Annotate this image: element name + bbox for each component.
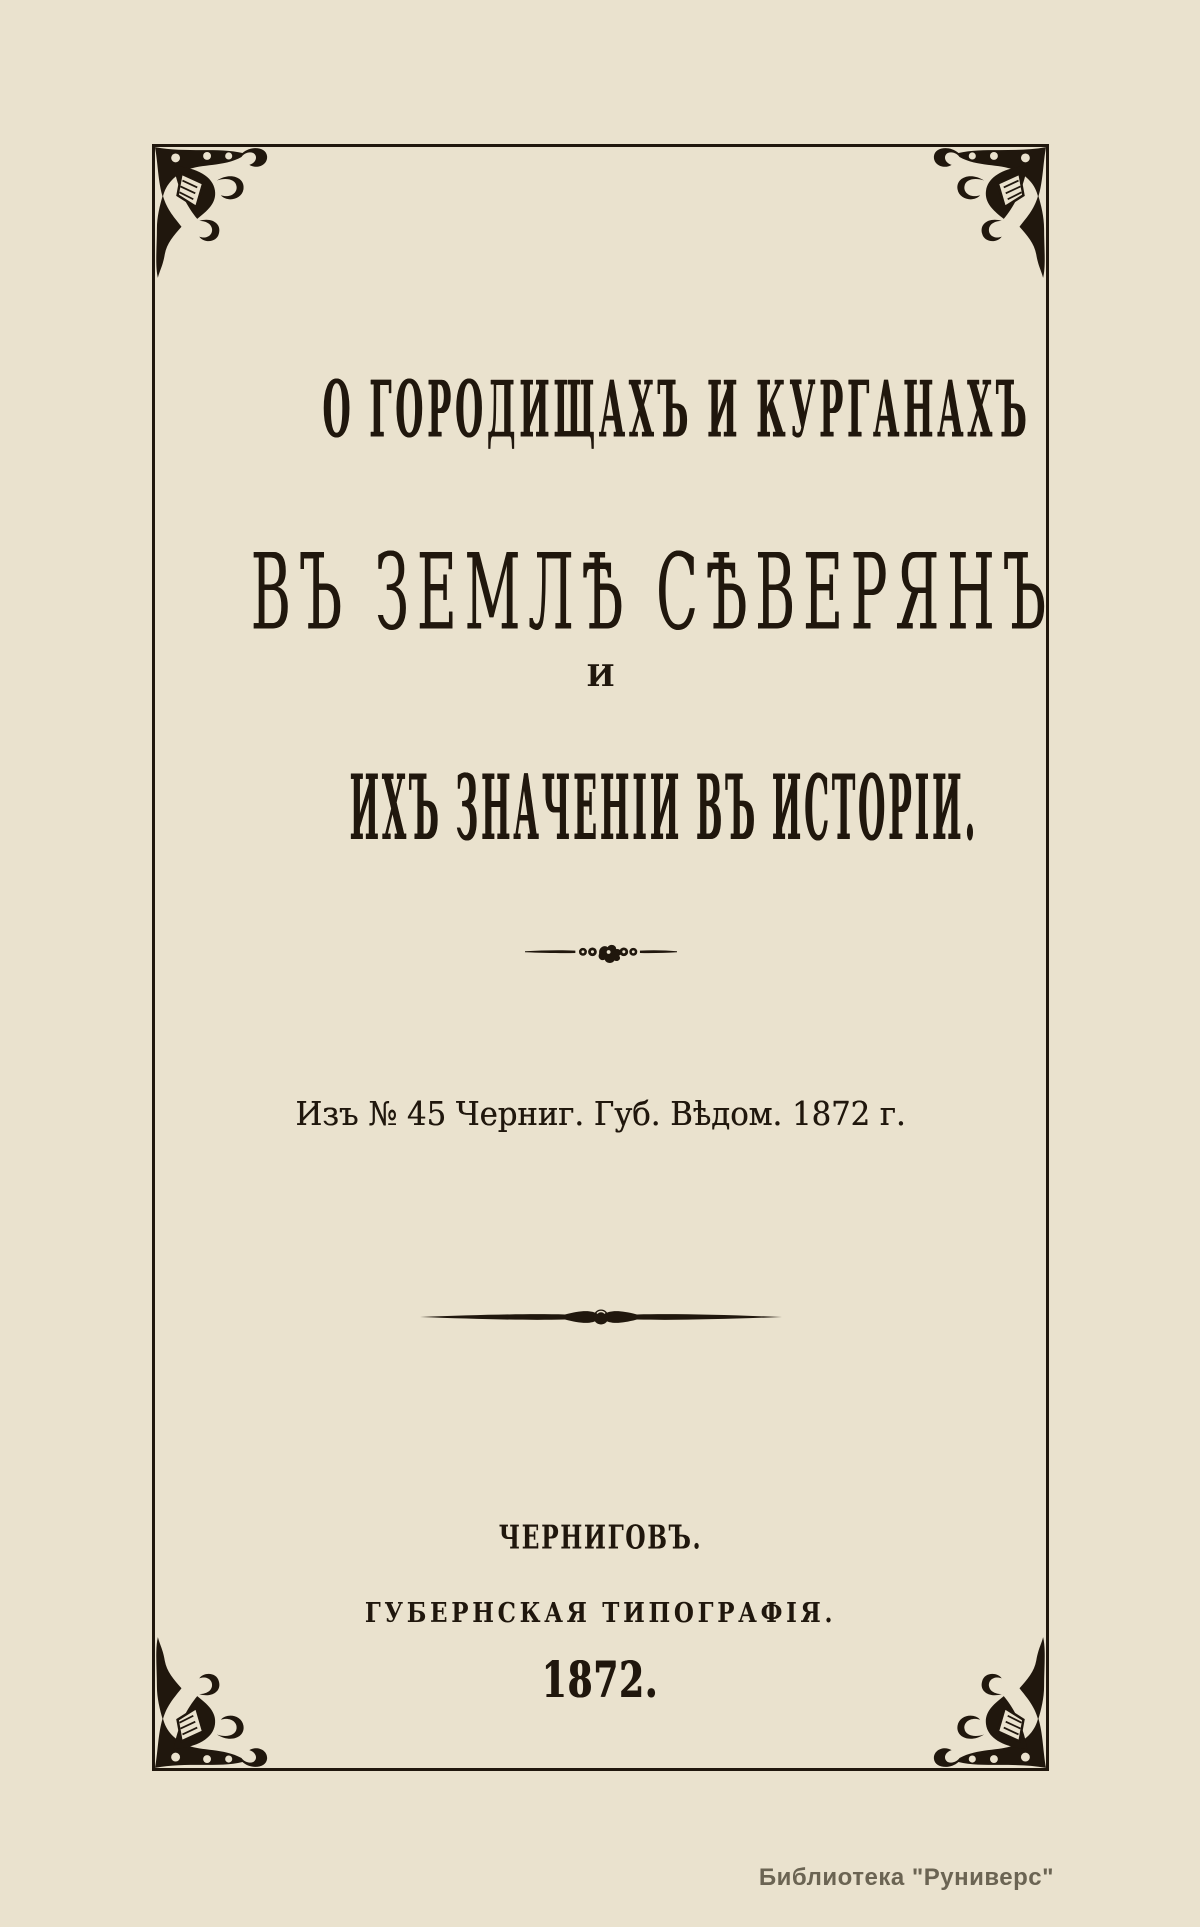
- small-ornament-divider-icon: [525, 941, 677, 963]
- spindle-rule-divider-icon: [420, 1306, 782, 1328]
- source-note: Изъ № 45 Черниг. Губ. Вѣдом. 1872 г.: [295, 1094, 906, 1133]
- imprint-publisher: ГУБЕРНСКАЯ ТИПОГРАФІЯ.: [364, 1596, 837, 1629]
- imprint-city: ЧЕРНИГОВЪ.: [498, 1518, 703, 1558]
- title-subtitle: ИХЪ ЗНАЧЕНІИ ВЪ ИСТОРІИ.: [349, 756, 979, 862]
- runivers-library-watermark: Библиотека "Руниверс": [758, 1864, 1054, 1891]
- title-line-2-ornate: ВЪ ЗЕМЛѢ СѢВЕРЯНЪ: [250, 531, 1054, 654]
- title-page-content: [152, 0, 1054, 1927]
- title-line-1: О ГОРОДИЩАХЪ И КУРГАНАХЪ: [322, 364, 1031, 456]
- imprint-year: 1872.: [542, 1650, 659, 1709]
- title-conjunction: И: [586, 659, 615, 694]
